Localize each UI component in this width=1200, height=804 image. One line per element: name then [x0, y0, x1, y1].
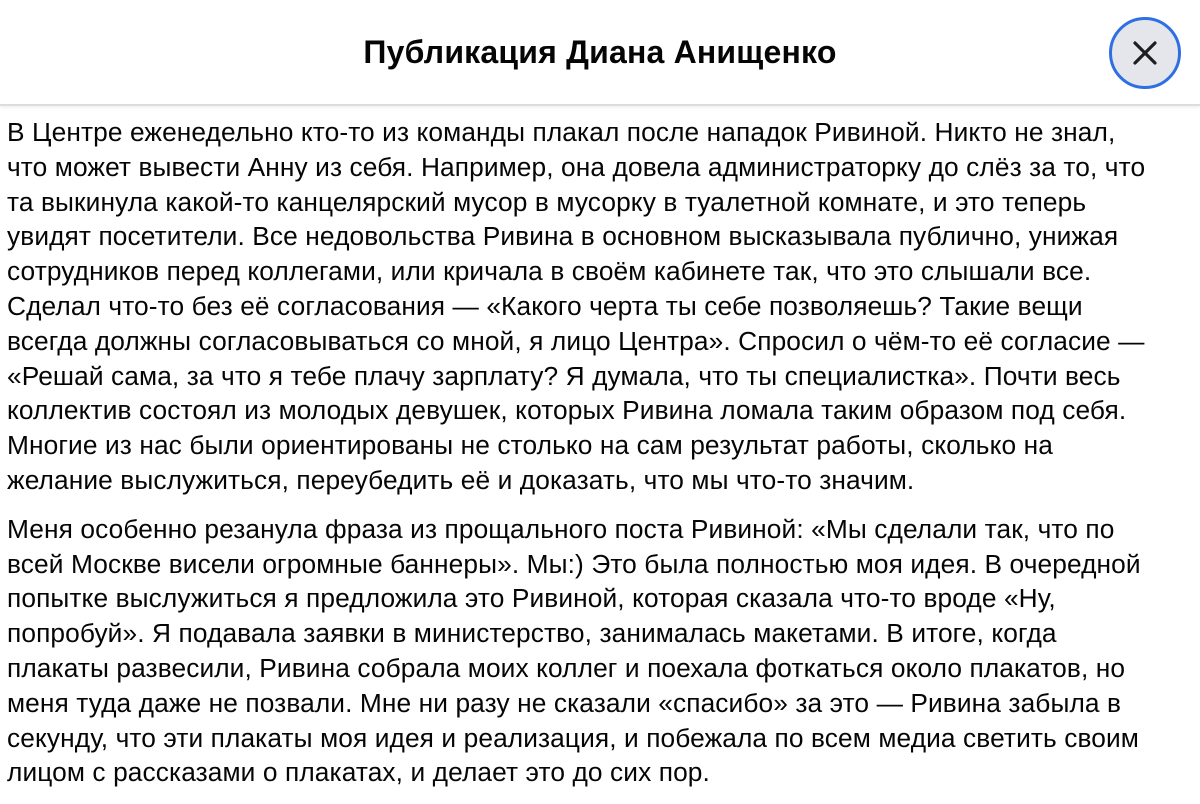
- post-paragraph: В Центре еженедельно кто-то из команды плакал после нападок Ривиной. Никто не знал, что может вывести Анну из себя. Например, она довела администраторку до слёз за то, что та выкинула какой-то канцелярский мусор в мусорку в туалетной комнате, и это теперь увидят посетители. Все недовольства Ривина в основном высказывала публично, унижая сотрудников перед коллегами, или кричала в своём кабинете так, что это слышали все. Сделал что-то без её согласования — «Какого черта ты себе позволяешь? Такие вещи всегда должны согласовываться со мной, я лицо Центра». Спросил о чём-то её согласие — «Решай сама, за что я тебе плачу зарплату? Я думала, что ты специалистка». Почти весь коллектив состоял из молодых девушек, которых Ривина ломала таким образом под себя. Многие из нас были ориентированы не столько на сам результат работы, сколько на желание выслужиться, переубедить её и доказать, что мы что-то значим.: [7, 117, 1146, 495]
- close-icon: [1132, 40, 1158, 66]
- close-button[interactable]: [1109, 17, 1181, 89]
- dialog-title: Публикация Диана Анищенко: [363, 34, 837, 70]
- post-paragraph: Меня особенно резанула фраза из прощального поста Ривиной: «Мы сделали так, что по всей Москве висели огромные баннеры». Мы:) Это была полностью моя идея. В очередной попытке выслужиться я предложила это Ривиной, которая сказала что-то вроде «Ну, попробуй». Я подавала заявки в министерство, занималась макетами. В итоге, когда плакаты развесили, Ривина собрала моих коллег и поехала фоткаться около плакатов, но меня туда даже не позвали. Мне ни разу не сказали «спасибо» за это — Ривина забыла в секунду, что эти плакаты моя идея и реализация, и побежала по всем медиа светить своим лицом с рассказами о плакатах, и делает это до сих пор.: [7, 513, 1141, 788]
- post-body: [7, 115, 1187, 804]
- dialog-header: [0, 0, 1200, 106]
